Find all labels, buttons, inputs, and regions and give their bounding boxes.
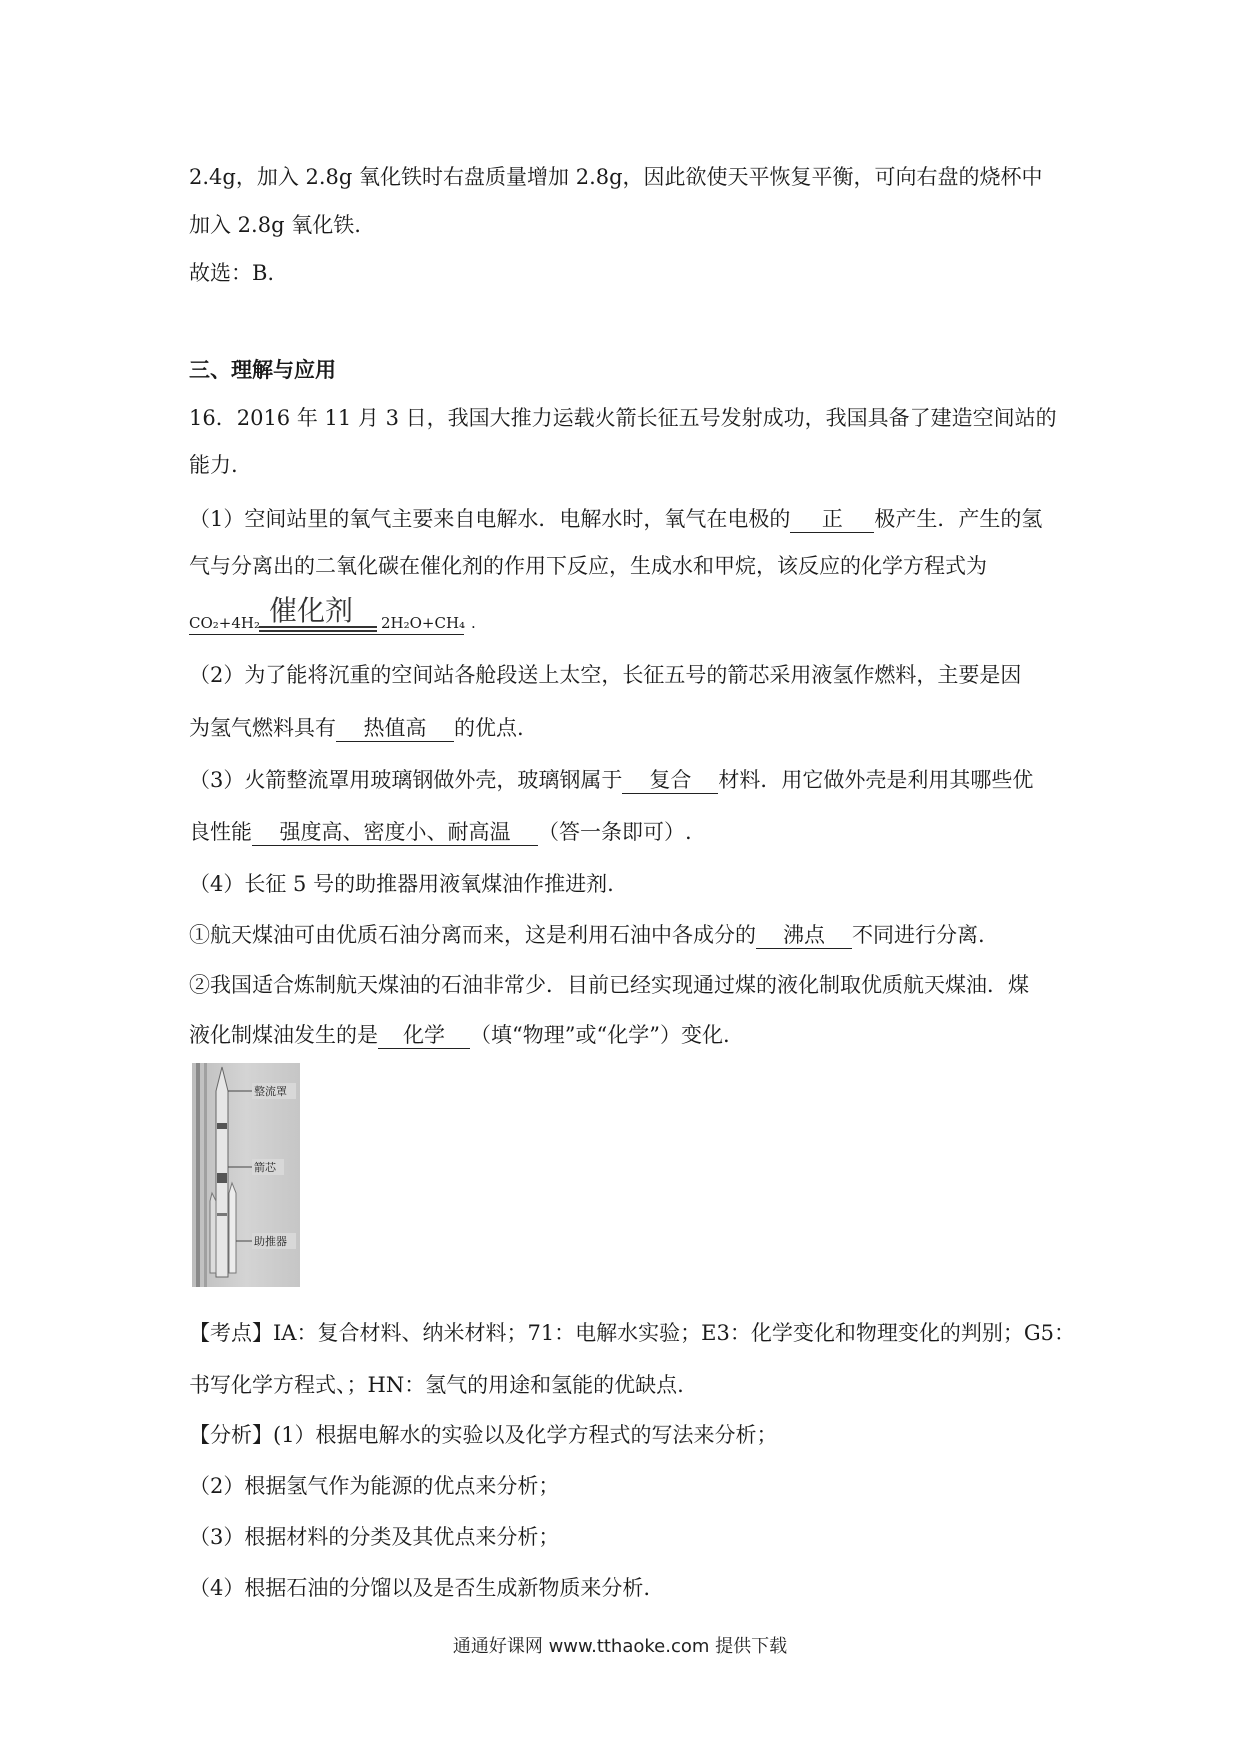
part-4-line [189,1020,730,1050]
text: ①航天煤油可由优质石油分离而来，这是利用石油中各成分的 [189,923,756,947]
text: 为氢气燃料具有 [189,716,336,740]
text: （1）空间站里的氧气主要来自电解水．电解水时，氧气在电极的 [189,507,791,531]
figure-label-bot: 助推器 [254,1235,287,1248]
rocket-image [192,1063,300,1287]
part-4-line: ②我国适合炼制航天煤油的石油非常少．目前已经实现通过煤的液化制取优质航天煤油．煤 [189,973,1029,997]
part-1-line [189,504,1042,534]
part-4-line: （4）长征 5 号的助推器用液氧煤油作推进剂. [189,872,614,896]
part-2-line [189,713,524,743]
analysis-line: （3）根据材料的分类及其优点来分析； [189,1525,560,1549]
analysis-line: 【分析】(1）根据电解水的实验以及化学方程式的写法来分析； [189,1423,778,1447]
text: 液化制煤油发生的是 [189,1023,378,1047]
text: 材料．用它做外壳是利用其哪些优 [718,768,1034,792]
catalyst-label: 催化剂 [269,594,354,627]
equation-left: CO₂+4H₂ [189,614,260,632]
text-line: 故选：B. [189,261,275,285]
equation-right: 2H₂O+CH₄ [381,614,466,632]
part-3-line [189,817,692,847]
text-line: 2.4g，加入 2.8g 氧化铁时右盘质量增加 2.8g，因此欲使天平恢复平衡，可向右盘的烧杯中 [189,165,1043,189]
equation-end: . [471,614,476,632]
part-2-line: （2）为了能将沉重的空间站各舱段送上太空，长征五号的箭芯采用液氢作燃料，主要是因 [189,663,1022,687]
kaodian-line: 【考点】IA：复合材料、纳米材料；71：电解水实验；E3：化学变化和物理变化的判别；G5： [189,1321,1076,1345]
text: 良性能 [189,820,252,844]
answer-blank: 沸点 [756,922,852,949]
answer-blank: 正 [790,506,874,533]
analysis-line: （4）根据石油的分馏以及是否生成新物质来分析. [189,1576,651,1600]
part-1-line: 气与分离出的二氧化碳在催化剂的作用下反应，生成水和甲烷，该反应的化学方程式为 [189,554,987,578]
answer-blank: 复合 [622,767,718,794]
rocket-figure [192,1063,300,1287]
part-4-line [189,920,985,950]
analysis-line: （2）根据氢气作为能源的优点来分析； [189,1474,560,1498]
answer-blank: 热值高 [336,715,454,742]
section-heading: 三、理解与应用 [189,357,336,382]
figure-label-top: 整流罩 [254,1085,287,1098]
text: 的优点. [454,716,524,740]
question-16-line: 16．2016 年 11 月 3 日，我国大推力运载火箭长征五号发射成功，我国具备了建造空间站的 [189,406,1057,430]
answer-blank: 化学 [378,1022,470,1049]
equation-bar [259,630,377,632]
text: （3）火箭整流罩用玻璃钢做外壳，玻璃钢属于 [189,768,623,792]
figure-label-mid: 箭芯 [254,1161,276,1174]
part-3-line [189,765,1033,795]
page-footer: 通通好课网 www.tthaoke.com 提供下载 [452,1636,788,1657]
text-line: 加入 2.8g 氧化铁. [189,213,361,237]
chemical-equation [189,592,689,632]
text: 不同进行分离. [852,923,985,947]
text: 极产生．产生的氢 [874,507,1043,531]
answer-underline [189,634,464,635]
answer-blank: 强度高、密度小、耐高温 [252,819,538,846]
equation-bar [259,626,377,628]
question-16-line: 能力. [189,453,238,477]
kaodian-line: 书写化学方程式、；HN：氢气的用途和氢能的优缺点. [189,1373,684,1397]
text: （填“物理”或“化学”）变化. [470,1023,730,1047]
text: （答一条即可）. [538,820,692,844]
